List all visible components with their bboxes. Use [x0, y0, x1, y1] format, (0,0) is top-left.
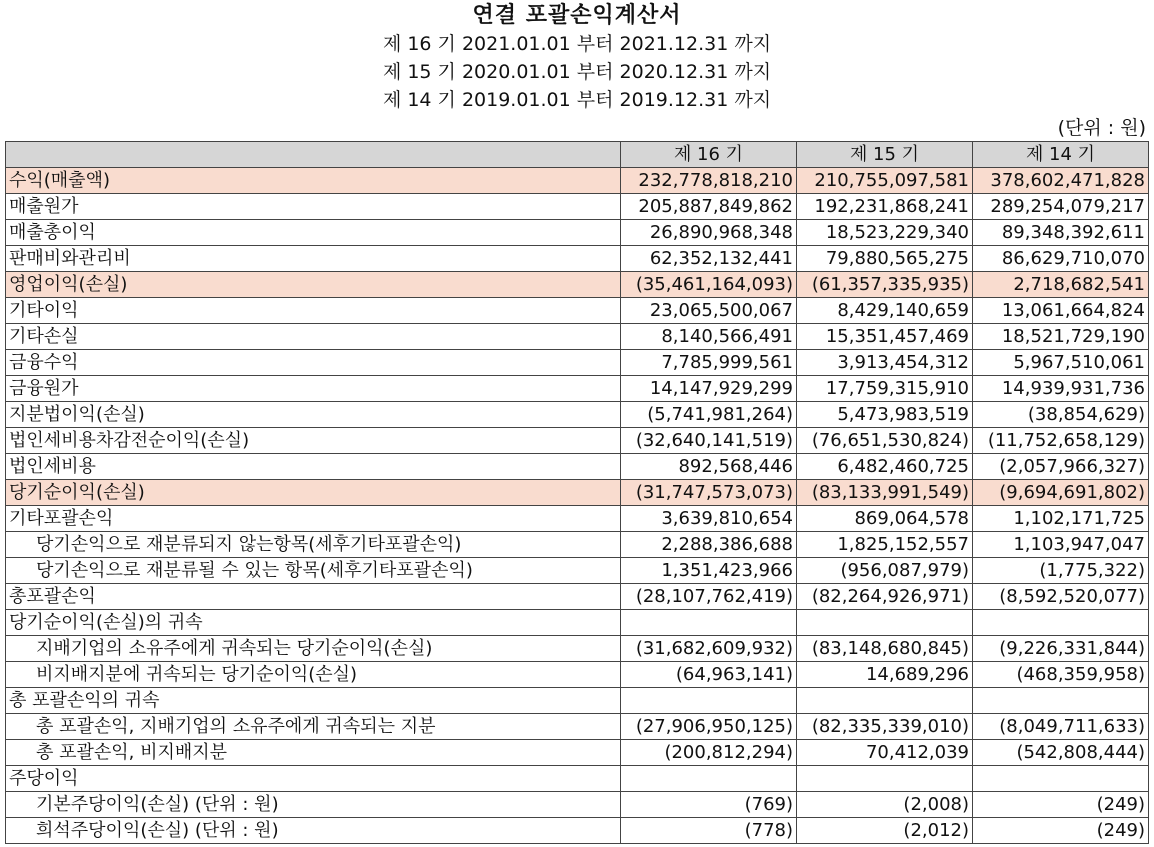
row-value: (31,682,609,932)	[621, 636, 797, 662]
row-value: 3,913,454,312	[797, 350, 973, 376]
row-value	[973, 610, 1149, 636]
row-label: 영업이익(손실)	[6, 272, 621, 298]
row-value	[621, 610, 797, 636]
row-label: 당기손익으로 재분류될 수 있는 항목(세후기타포괄손익)	[6, 558, 621, 584]
row-value	[973, 688, 1149, 714]
row-value	[797, 610, 973, 636]
row-value: (769)	[621, 792, 797, 818]
row-label: 기타이익	[6, 298, 621, 324]
row-value: 23,065,500,067	[621, 298, 797, 324]
row-value: (2,012)	[797, 818, 973, 844]
income-statement-table	[5, 141, 1149, 844]
row-value: (76,651,530,824)	[797, 428, 973, 454]
row-value: (83,148,680,845)	[797, 636, 973, 662]
column-header-period-15: 제 15 기	[797, 142, 973, 168]
table-row	[6, 740, 1149, 766]
table-row	[6, 194, 1149, 220]
row-value: (249)	[973, 818, 1149, 844]
row-label: 비지배지분에 귀속되는 당기순이익(손실)	[6, 662, 621, 688]
row-value: 70,412,039	[797, 740, 973, 766]
row-label: 법인세비용	[6, 454, 621, 480]
table-row	[6, 454, 1149, 480]
row-value: (28,107,762,419)	[621, 584, 797, 610]
row-value: 892,568,446	[621, 454, 797, 480]
row-label: 금융수익	[6, 350, 621, 376]
row-value: 15,351,457,469	[797, 324, 973, 350]
row-value: 62,352,132,441	[621, 246, 797, 272]
row-value: (9,694,691,802)	[973, 480, 1149, 506]
row-value: 232,778,818,210	[621, 168, 797, 194]
row-value: (1,775,322)	[973, 558, 1149, 584]
row-label: 희석주당이익(손실) (단위 : 원)	[6, 818, 621, 844]
table-row	[6, 688, 1149, 714]
table-row	[6, 662, 1149, 688]
row-value	[797, 766, 973, 792]
table-row	[6, 350, 1149, 376]
table-row	[6, 220, 1149, 246]
table-row	[6, 636, 1149, 662]
row-value: 26,890,968,348	[621, 220, 797, 246]
row-label: 매출원가	[6, 194, 621, 220]
row-label: 금융원가	[6, 376, 621, 402]
row-value: (2,008)	[797, 792, 973, 818]
row-value	[797, 688, 973, 714]
table-row	[6, 246, 1149, 272]
row-value: (83,133,991,549)	[797, 480, 973, 506]
row-value: 1,103,947,047	[973, 532, 1149, 558]
row-value: (38,854,629)	[973, 402, 1149, 428]
row-label: 지배기업의 소유주에게 귀속되는 당기순이익(손실)	[6, 636, 621, 662]
row-value: 18,523,229,340	[797, 220, 973, 246]
table-row	[6, 324, 1149, 350]
period-line-14: 제 14 기 2019.01.01 부터 2019.12.31 까지	[382, 89, 772, 111]
row-value: (200,812,294)	[621, 740, 797, 766]
table-row	[6, 376, 1149, 402]
row-value: 14,939,931,736	[973, 376, 1149, 402]
row-value: 192,231,868,241	[797, 194, 973, 220]
row-value: (468,359,958)	[973, 662, 1149, 688]
row-label: 당기순이익(손실)의 귀속	[6, 610, 621, 636]
row-value: 89,348,392,611	[973, 220, 1149, 246]
row-value	[973, 766, 1149, 792]
table-row	[6, 610, 1149, 636]
row-label: 기타손실	[6, 324, 621, 350]
row-value: (35,461,164,093)	[621, 272, 797, 298]
row-label: 법인세비용차감전순이익(손실)	[6, 428, 621, 454]
row-value: (61,357,335,935)	[797, 272, 973, 298]
row-value: (82,335,339,010)	[797, 714, 973, 740]
row-value: 2,288,386,688	[621, 532, 797, 558]
row-value: 1,825,152,557	[797, 532, 973, 558]
table-row	[6, 532, 1149, 558]
row-value: 2,718,682,541	[973, 272, 1149, 298]
column-header-period-14: 제 14 기	[973, 142, 1149, 168]
row-value: (5,741,981,264)	[621, 402, 797, 428]
table-body	[6, 168, 1149, 844]
table-row	[6, 818, 1149, 844]
row-value: 14,147,929,299	[621, 376, 797, 402]
table-row	[6, 714, 1149, 740]
row-label: 총포괄손익	[6, 584, 621, 610]
row-value: (249)	[973, 792, 1149, 818]
period-line-16: 제 16 기 2021.01.01 부터 2021.12.31 까지	[382, 33, 772, 55]
row-value: 6,482,460,725	[797, 454, 973, 480]
row-value: (11,752,658,129)	[973, 428, 1149, 454]
row-value: 14,689,296	[797, 662, 973, 688]
table-row	[6, 298, 1149, 324]
row-value: (27,906,950,125)	[621, 714, 797, 740]
row-value: 79,880,565,275	[797, 246, 973, 272]
row-value: 13,061,664,824	[973, 298, 1149, 324]
row-value: 1,351,423,966	[621, 558, 797, 584]
row-value: 8,140,566,491	[621, 324, 797, 350]
row-label: 총 포괄손익, 비지배지분	[6, 740, 621, 766]
row-value: 8,429,140,659	[797, 298, 973, 324]
row-value: 17,759,315,910	[797, 376, 973, 402]
table-row	[6, 168, 1149, 194]
column-header-label	[6, 142, 621, 168]
row-value	[621, 688, 797, 714]
row-label: 판매비와관리비	[6, 246, 621, 272]
table-row	[6, 428, 1149, 454]
row-value: (31,747,573,073)	[621, 480, 797, 506]
table-row	[6, 506, 1149, 532]
row-label: 매출총이익	[6, 220, 621, 246]
row-value: 1,102,171,725	[973, 506, 1149, 532]
row-value: 7,785,999,561	[621, 350, 797, 376]
document-title: 연결 포괄손익계산서	[472, 3, 682, 28]
row-value: (956,087,979)	[797, 558, 973, 584]
table-row	[6, 558, 1149, 584]
row-value: 210,755,097,581	[797, 168, 973, 194]
row-label: 당기손익으로 재분류되지 않는항목(세후기타포괄손익)	[6, 532, 621, 558]
row-value: (9,226,331,844)	[973, 636, 1149, 662]
row-value: 5,967,510,061	[973, 350, 1149, 376]
row-value: (82,264,926,971)	[797, 584, 973, 610]
row-value: 869,064,578	[797, 506, 973, 532]
row-value: 86,629,710,070	[973, 246, 1149, 272]
table-row	[6, 402, 1149, 428]
period-line-15: 제 15 기 2020.01.01 부터 2020.12.31 까지	[382, 61, 772, 83]
table-row	[6, 584, 1149, 610]
row-value	[621, 766, 797, 792]
row-value: (8,592,520,077)	[973, 584, 1149, 610]
table-header-row	[6, 142, 1149, 168]
row-label: 총 포괄손익, 지배기업의 소유주에게 귀속되는 지분	[6, 714, 621, 740]
row-value: 3,639,810,654	[621, 506, 797, 532]
row-value: 289,254,079,217	[973, 194, 1149, 220]
row-label: 기타포괄손익	[6, 506, 621, 532]
column-header-period-16: 제 16 기	[621, 142, 797, 168]
row-label: 지분법이익(손실)	[6, 402, 621, 428]
row-value: (2,057,966,327)	[973, 454, 1149, 480]
table-row	[6, 480, 1149, 506]
row-value: (778)	[621, 818, 797, 844]
row-value: (64,963,141)	[621, 662, 797, 688]
row-label: 기본주당이익(손실) (단위 : 원)	[6, 792, 621, 818]
row-value: 205,887,849,862	[621, 194, 797, 220]
row-value: (8,049,711,633)	[973, 714, 1149, 740]
table-row	[6, 766, 1149, 792]
row-value: (542,808,444)	[973, 740, 1149, 766]
row-value: (32,640,141,519)	[621, 428, 797, 454]
row-value: 378,602,471,828	[973, 168, 1149, 194]
row-label: 주당이익	[6, 766, 621, 792]
row-label: 당기순이익(손실)	[6, 480, 621, 506]
row-value: 18,521,729,190	[973, 324, 1149, 350]
row-label: 수익(매출액)	[6, 168, 621, 194]
table-row	[6, 792, 1149, 818]
table-row	[6, 272, 1149, 298]
row-value: 5,473,983,519	[797, 402, 973, 428]
row-label: 총 포괄손익의 귀속	[6, 688, 621, 714]
unit-label: (단위 : 원)	[1057, 117, 1146, 139]
